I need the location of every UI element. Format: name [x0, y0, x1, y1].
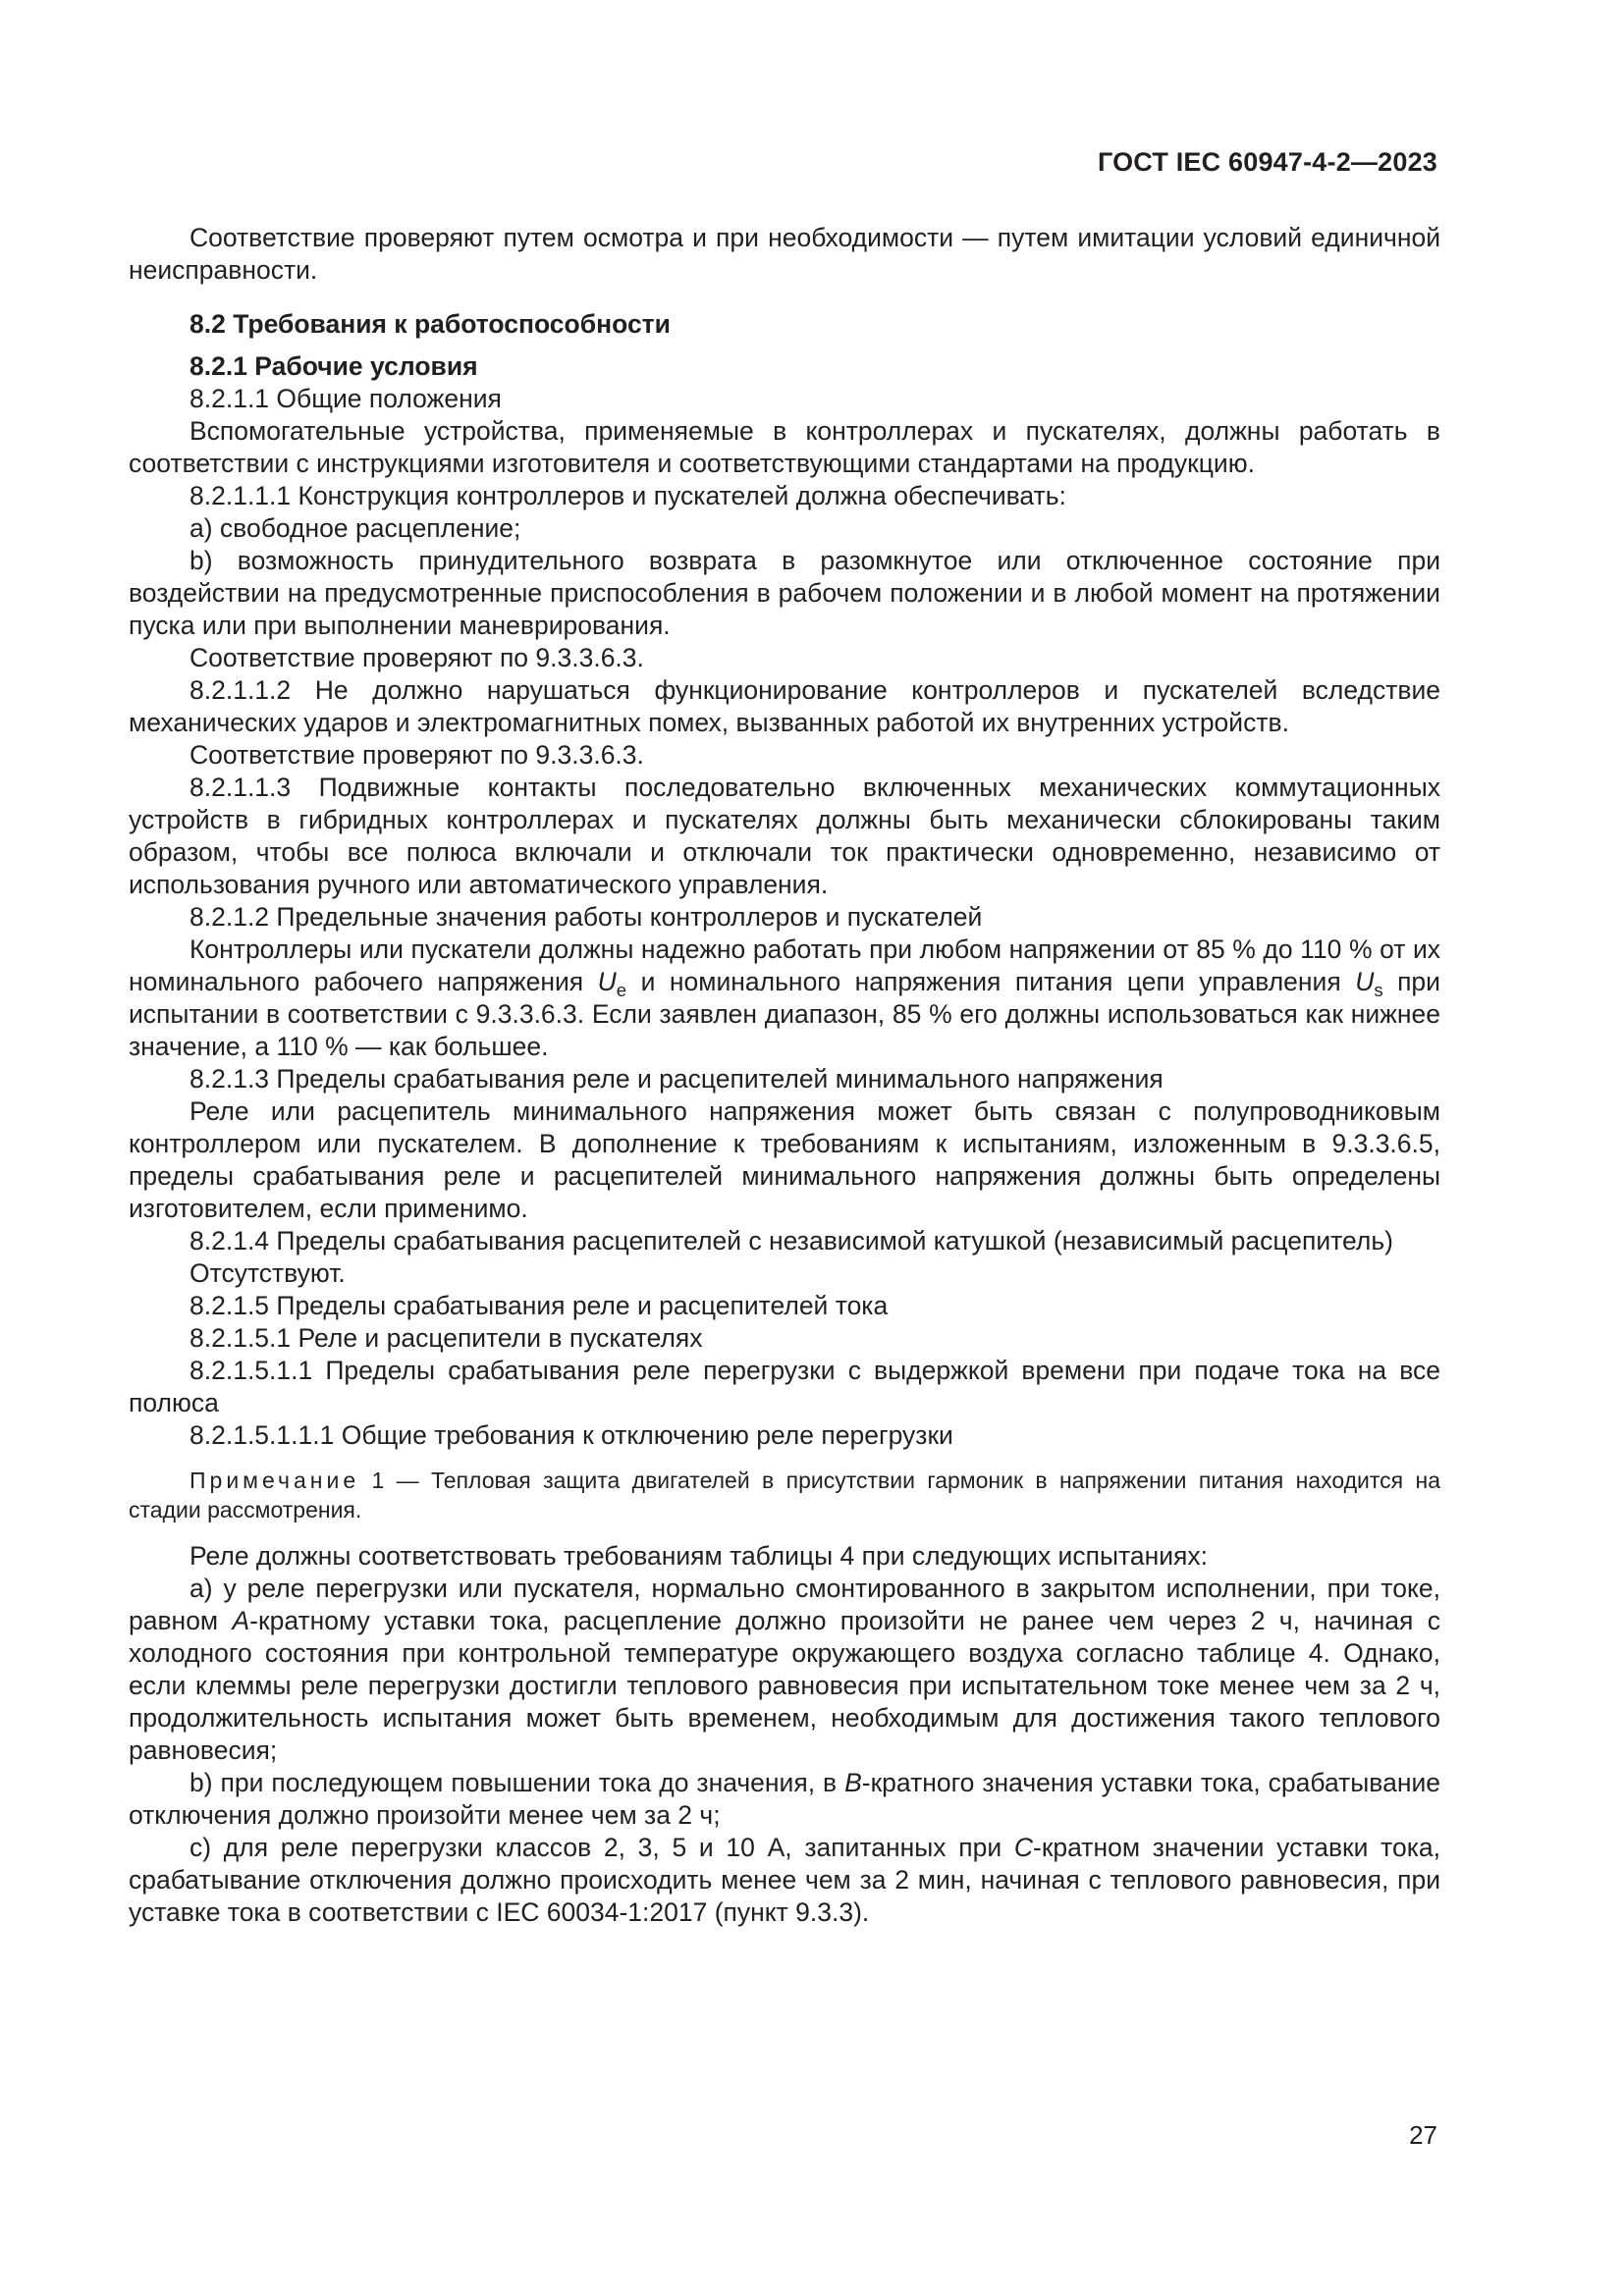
document-header: ГОСТ IEC 60947-4-2—2023 — [1097, 147, 1437, 177]
clause-8-2-1-1-text: Вспомогательные устройства, применяемые в контроллерах и пускателях, должны работать в соответствии с инструкциями изготовителя и соответствующими стандартами на продукцию. — [129, 416, 1440, 478]
clause-8-2-1-3-text: Реле или расцепитель минимального напряжения может быть связан с полупроводниковым контроллером или пускателем. В дополнение к требованиям к испытаниям, изложенным в 9.3.3.6.5, пределы срабатывания реле и расцепителей минимального напряжения должны быть определены изготовителем, если применимо. — [129, 1096, 1440, 1223]
clause-8-2-1-1-1: 8.2.1.1.1 Конструкция контроллеров и пускателей должна обеспечивать: — [189, 481, 1066, 510]
clause-8-2-1-4-text: Отсутствуют. — [189, 1258, 346, 1288]
clause-8-2-1-2-text: Контроллеры или пускатели должны надежно работать при любом напряжении от 85 % до 110 % от их номинального рабочего напряжения $U_e$ и номинального напряжения питания цепи управления $U_s$ при испытании в соответствии с 9.3.3.6.3. Если заявлен диапазон, 85 % его должны использоваться как нижнее значение, а 110 % — как большее. — [129, 934, 1440, 1061]
list-item-a: a) свободное расцепление; — [189, 513, 521, 543]
relays-requirements: Реле должны соответствовать требованиям таблицы 4 при следующих испытаниях: — [189, 1541, 1208, 1571]
test-item-b: b) при последующем повышении тока до значения, в B-кратного значения уставки тока, срабатывание отключения должно произойти менее чем за 2 ч; — [129, 1768, 1440, 1830]
clause-8-2-1-5-1-1-1: 8.2.1.5.1.1.1 Общие требования к отключению реле перегрузки — [189, 1420, 953, 1450]
note-text: 1 — Тепловая защита двигателей в присутствии гармоник в напряжении питания находится на стадии рассмотрения. — [129, 1468, 1440, 1522]
section-heading-8-2-1: 8.2.1 Рабочие условия — [189, 351, 478, 381]
clause-8-2-1-2-title: 8.2.1.2 Предельные значения работы контроллеров и пускателей — [189, 902, 983, 932]
clause-8-2-1-5-1-1: 8.2.1.5.1.1 Пределы срабатывания реле перегрузки с выдержкой времени при подаче тока на все полюса — [129, 1356, 1440, 1417]
clause-8-2-1-4-title: 8.2.1.4 Пределы срабатывания расцепителей с независимой катушкой (независимый расцепитель) — [189, 1226, 1393, 1255]
page-content — [129, 222, 1440, 1929]
clause-8-2-1-5: 8.2.1.5 Пределы срабатывания реле и расцепителей тока — [189, 1291, 889, 1320]
clause-8-2-1-5-1: 8.2.1.5.1 Реле и расцепители в пускателях — [189, 1323, 703, 1353]
test-item-c: c) для реле перегрузки классов 2, 3, 5 и 10 A, запитанных при C-кратном значении уставки тока, срабатывание отключения должно происходить менее чем за 2 мин, начиная с теплового равновесия, при уставке тока в соответствии с IEC 60034-1:2017 (пункт 9.3.3). — [129, 1833, 1440, 1927]
clause-8-2-1-1-2: 8.2.1.1.2 Не должно нарушаться функционирование контроллеров и пускателей вследствие механических ударов и электромагнитных помех, вызванных работой их внутренних устройств. — [129, 675, 1440, 737]
compliance-check-2: Соответствие проверяют по 9.3.3.6.3. — [189, 740, 644, 770]
section-heading-8-2: 8.2 Требования к работоспособности — [189, 309, 671, 339]
clause-8-2-1-1-3: 8.2.1.1.3 Подвижные контакты последовательно включенных механических коммутационных устройств в гибридных контроллерах и пускателях должны быть механически сблокированы таким образом, чтобы все полюса включали и отключали ток практически одновременно, независимо от использования ручного или автоматического управления. — [129, 773, 1440, 899]
page-number: 27 — [1409, 2120, 1437, 2150]
list-item-b: b) возможность принудительного возврата в разомкнутое или отключенное состояние при воздействии на предусмотренные приспособления в рабочем положении и в любой момент на протяжении пуска или при выполнении маневрирования. — [129, 546, 1440, 640]
clause-8-2-1-1-title: 8.2.1.1 Общие положения — [189, 384, 502, 413]
note-1 — [129, 1466, 1440, 1524]
clause-8-2-1-3-title: 8.2.1.3 Пределы срабатывания реле и расцепителей минимального напряжения — [189, 1064, 1164, 1094]
note-label: Примечание — [189, 1468, 360, 1493]
paragraph-intro: Соответствие проверяют путем осмотра и при необходимости — путем имитации условий единичной неисправности. — [129, 223, 1440, 285]
compliance-check-1: Соответствие проверяют по 9.3.3.6.3. — [189, 643, 644, 672]
test-item-a: a) у реле перегрузки или пускателя, нормально смонтированного в закрытом исполнении, при токе, равном A-кратному уставки тока, расцепление должно произойти не ранее чем через 2 ч, начиная с холодного состояния при контрольной температуре окружающего воздуха согласно таблице 4. Однако, если клеммы реле перегрузки достигли теплового равновесия при испытательном токе менее чем за 2 ч, продолжительность испытания может быть временем, необходимым для достижения такого теплового равновесия; — [129, 1574, 1440, 1765]
